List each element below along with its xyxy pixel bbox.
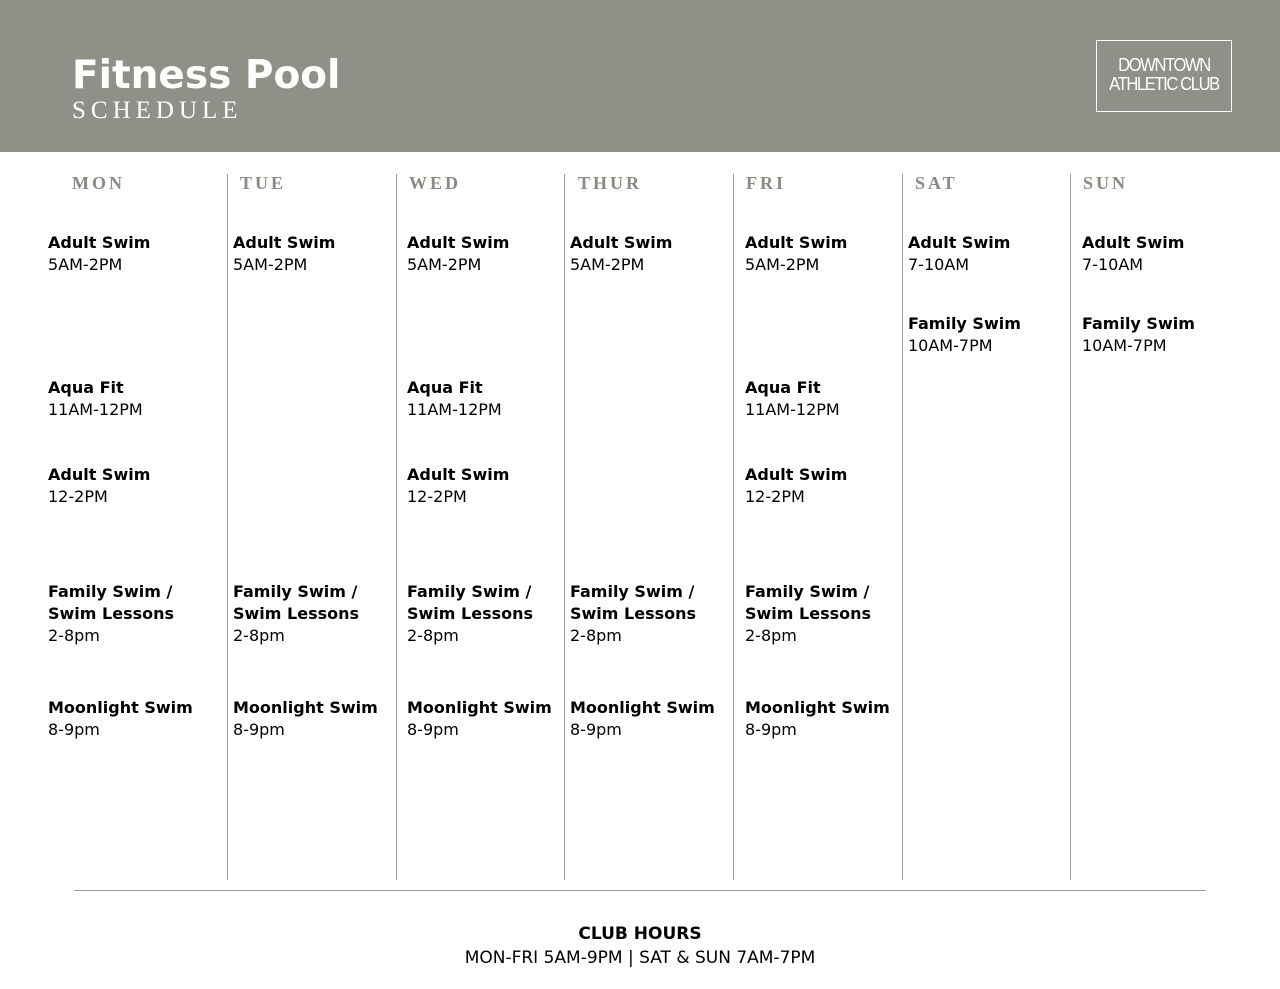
class-name: Adult Swim [48, 465, 151, 484]
class-entry-fri [745, 697, 890, 741]
class-time: 11AM-12PM [48, 400, 143, 419]
class-time: 11AM-12PM [407, 400, 502, 419]
class-time: 12-2PM [48, 487, 108, 506]
class-name: Adult Swim [908, 233, 1011, 252]
class-time: 12-2PM [745, 487, 805, 506]
class-time: 5AM-2PM [233, 255, 308, 274]
day-heading-mon: MON [72, 173, 125, 193]
class-name: Family Swim / Swim Lessons [745, 582, 872, 623]
day-heading-sat: SAT [915, 173, 958, 193]
class-entry-wed [407, 377, 502, 421]
class-name: Family Swim / Swim Lessons [48, 582, 175, 623]
footer-divider [74, 890, 1206, 891]
class-entry-mon [48, 581, 174, 647]
class-name: Adult Swim [407, 233, 510, 252]
class-time: 5AM-2PM [570, 255, 645, 274]
page-subtitle: SCHEDULE [72, 97, 243, 124]
column-divider [733, 174, 734, 880]
class-time: 2-8pm [407, 626, 459, 645]
class-entry-tue [233, 581, 359, 647]
class-name: Adult Swim [745, 465, 848, 484]
class-time: 5AM-2PM [48, 255, 123, 274]
column-divider [902, 174, 903, 880]
class-entry-wed [407, 464, 509, 508]
class-time: 2-8pm [570, 626, 622, 645]
day-heading-tue: TUE [240, 173, 287, 193]
class-name: Aqua Fit [48, 378, 124, 397]
logo-line-2: ATHLETIC CLUB [1109, 74, 1219, 94]
class-name: Aqua Fit [407, 378, 483, 397]
class-time: 5AM-2PM [745, 255, 820, 274]
column-divider [564, 174, 565, 880]
class-name: Family Swim / Swim Lessons [233, 582, 360, 623]
day-heading-thur: THUR [578, 173, 643, 193]
logo-line-1: DOWNTOWN [1118, 55, 1210, 75]
header-banner [0, 0, 1280, 152]
club-hours-title: CLUB HOURS [578, 924, 702, 944]
class-entry-mon [48, 232, 150, 276]
column-divider [227, 174, 228, 880]
class-name: Adult Swim [745, 233, 848, 252]
class-time: 8-9pm [48, 720, 100, 739]
class-time: 2-8pm [48, 626, 100, 645]
class-name: Moonlight Swim [233, 698, 378, 717]
class-entry-wed [407, 232, 509, 276]
day-heading-sun: SUN [1083, 173, 1129, 193]
club-hours-text: MON-FRI 5AM-9PM | SAT & SUN 7AM-7PM [464, 948, 816, 968]
class-name: Adult Swim [48, 233, 151, 252]
class-entry-mon [48, 464, 150, 508]
class-name: Moonlight Swim [407, 698, 552, 717]
class-name: Adult Swim [233, 233, 336, 252]
class-name: Moonlight Swim [48, 698, 193, 717]
class-entry-wed [407, 581, 533, 647]
class-name: Adult Swim [407, 465, 510, 484]
class-time: 2-8pm [233, 626, 285, 645]
class-entry-wed [407, 697, 552, 741]
class-name: Moonlight Swim [745, 698, 890, 717]
column-divider [1070, 174, 1071, 880]
class-time: 2-8pm [745, 626, 797, 645]
class-entry-fri [745, 232, 847, 276]
class-entry-sun [1082, 313, 1195, 357]
class-entry-tue [233, 232, 335, 276]
class-name: Aqua Fit [745, 378, 821, 397]
class-entry-thur [570, 697, 715, 741]
class-name: Moonlight Swim [570, 698, 715, 717]
class-name: Family Swim [1082, 314, 1195, 333]
class-name: Adult Swim [1082, 233, 1185, 252]
class-entry-sun [1082, 232, 1184, 276]
class-entry-mon [48, 377, 143, 421]
class-entry-thur [570, 581, 696, 647]
day-heading-wed: WED [409, 173, 462, 193]
class-name: Family Swim / Swim Lessons [570, 582, 697, 623]
class-name: Adult Swim [570, 233, 673, 252]
column-divider [396, 174, 397, 880]
class-time: 5AM-2PM [407, 255, 482, 274]
page-title: Fitness Pool [72, 53, 341, 98]
class-entry-sat [908, 232, 1010, 276]
class-entry-thur [570, 232, 672, 276]
class-entry-fri [745, 464, 847, 508]
class-time: 7-10AM [908, 255, 970, 274]
class-time: 12-2PM [407, 487, 467, 506]
class-entry-fri [745, 377, 840, 421]
class-name: Family Swim / Swim Lessons [407, 582, 534, 623]
class-time: 7-10AM [1082, 255, 1144, 274]
class-entry-sat [908, 313, 1021, 357]
class-time: 8-9pm [570, 720, 622, 739]
class-time: 10AM-7PM [908, 336, 993, 355]
class-time: 8-9pm [745, 720, 797, 739]
class-time: 8-9pm [407, 720, 459, 739]
class-entry-mon [48, 697, 193, 741]
class-time: 11AM-12PM [745, 400, 840, 419]
class-name: Family Swim [908, 314, 1021, 333]
class-time: 10AM-7PM [1082, 336, 1167, 355]
day-heading-fri: FRI [746, 173, 786, 193]
club-logo [1096, 40, 1232, 112]
class-entry-tue [233, 697, 378, 741]
class-time: 8-9pm [233, 720, 285, 739]
class-entry-fri [745, 581, 871, 647]
